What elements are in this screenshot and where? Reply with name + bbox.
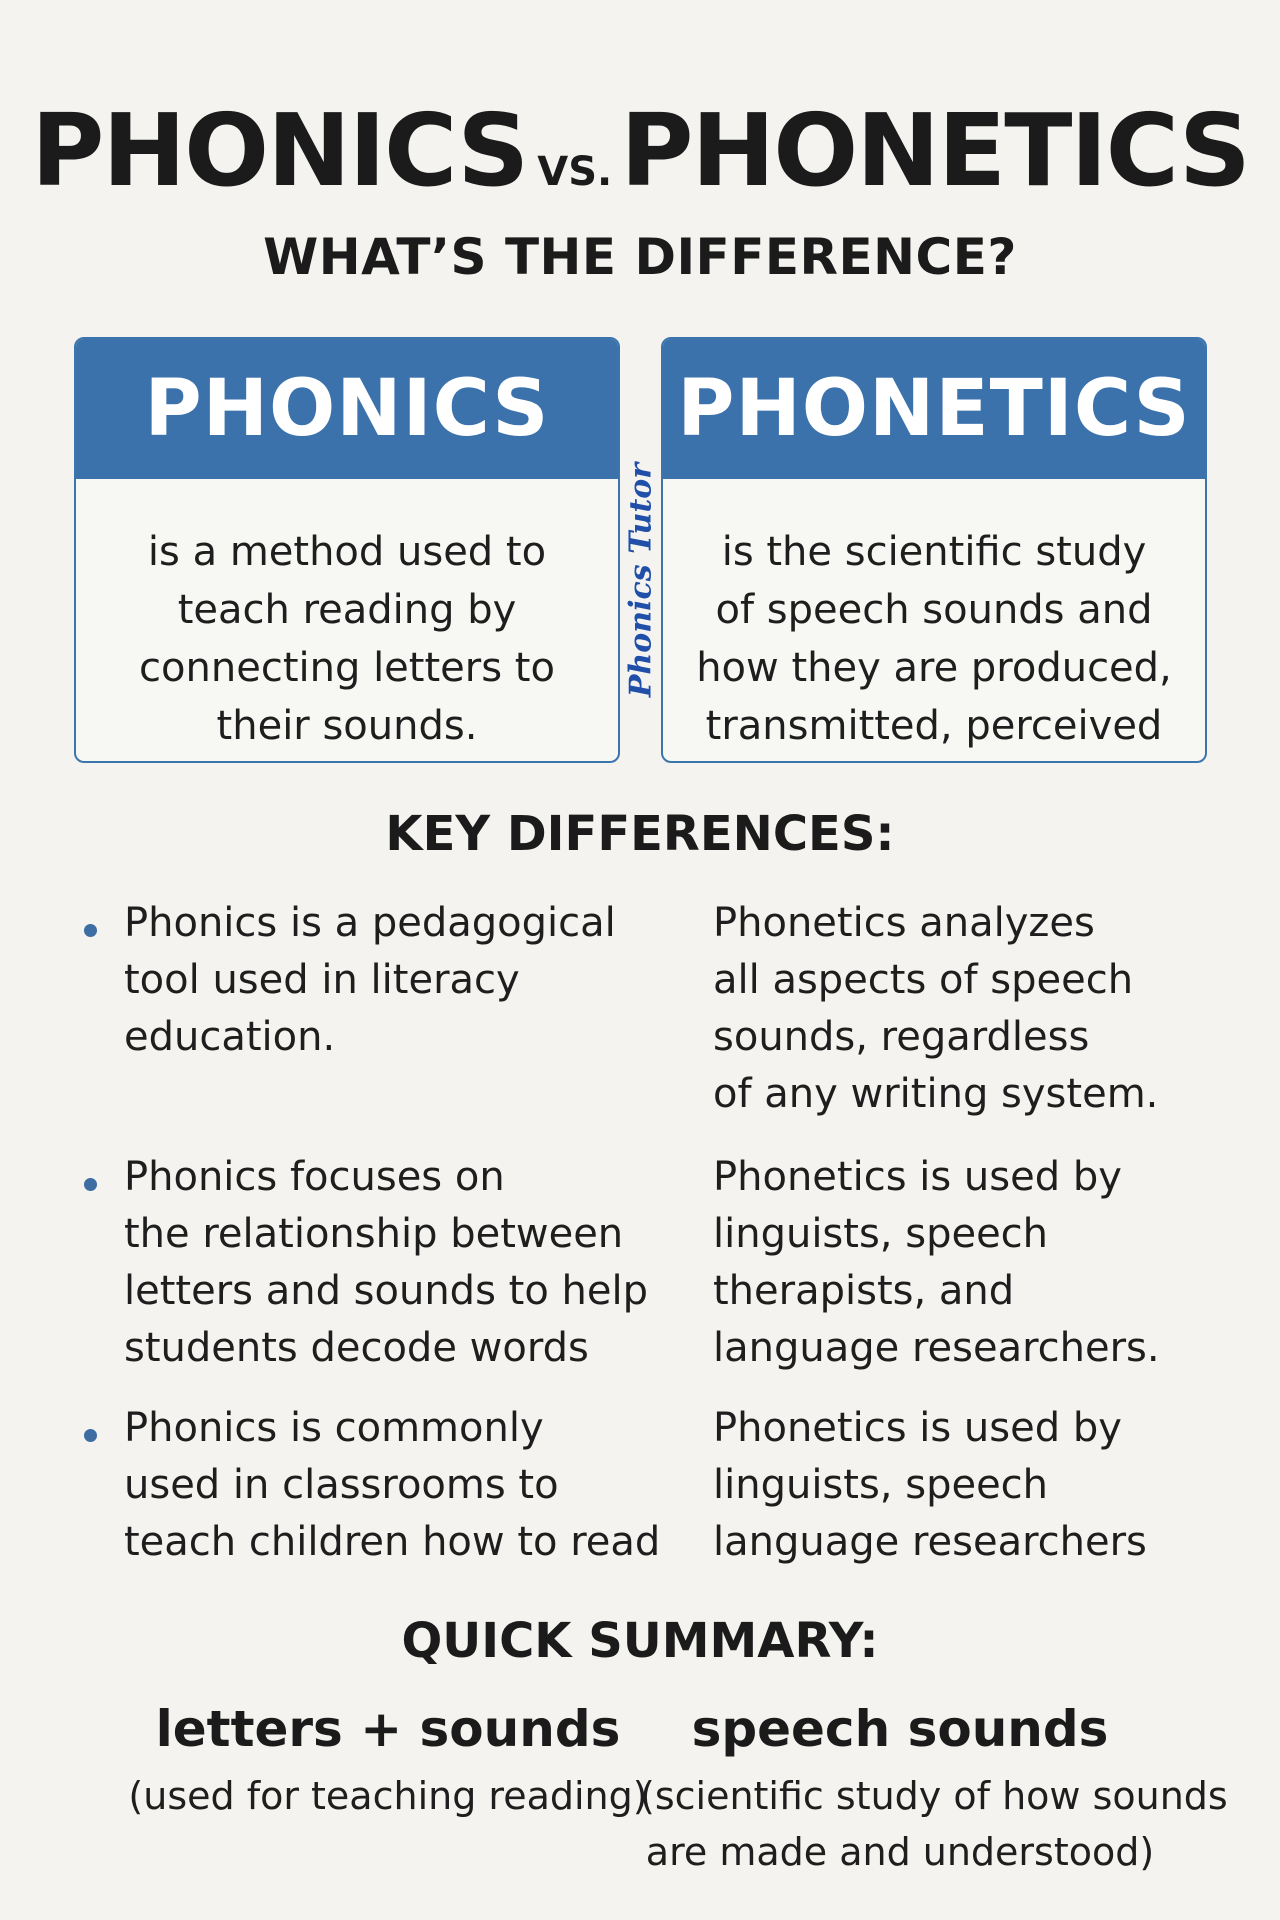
phonics-summary-desc [128, 1768, 648, 1824]
title-vs: VS. [537, 149, 613, 195]
point-line: used in classrooms to [124, 1462, 559, 1508]
phonics-card [74, 337, 620, 763]
watermark-logo: Phonics Tutor [623, 462, 659, 698]
phonetics-card-heading: PHONETICS [663, 339, 1205, 479]
title-phonetics: PHONETICS [620, 92, 1249, 209]
summary-line: (used for teaching reading) [128, 1774, 648, 1818]
point-line: therapists, and [713, 1268, 1015, 1314]
point-line: Phonetics is used by [713, 1405, 1122, 1451]
point-line: Phonics focuses on [124, 1154, 505, 1200]
phonics-card-heading: PHONICS [76, 339, 618, 479]
title-phonics: PHONICS [31, 92, 528, 209]
phonics-point [124, 1149, 684, 1377]
phonetics-point [713, 1400, 1253, 1571]
phonetics-card [661, 337, 1207, 763]
point-line: Phonics is commonly [124, 1405, 544, 1451]
phonetics-point [713, 1149, 1253, 1377]
quick-summary-title: QUICK SUMMARY: [401, 1613, 879, 1669]
point-line: Phonetics is used by [713, 1154, 1122, 1200]
point-line: education. [124, 1014, 336, 1060]
definition-line: their sounds. [216, 703, 478, 749]
phonetics-summary-desc [640, 1768, 1228, 1880]
point-line: teach children how to read [124, 1519, 661, 1565]
summary-line: (scientific study of how sounds [640, 1774, 1228, 1818]
definition-line: transmitted, perceived [705, 703, 1163, 749]
point-line: Phonics is a pedagogical [124, 900, 616, 946]
point-line: letters and sounds to help [124, 1268, 648, 1314]
point-line: linguists, speech [713, 1462, 1049, 1508]
phonetics-summary-term: speech sounds [691, 1700, 1109, 1758]
phonics-point [124, 1400, 684, 1571]
phonetics-definition [663, 479, 1205, 755]
bullet-icon [84, 1178, 97, 1191]
point-line: language researchers. [713, 1325, 1160, 1371]
phonetics-point [713, 895, 1253, 1123]
definition-line: teach reading by [177, 587, 517, 633]
point-line: of any writing system. [713, 1071, 1159, 1117]
phonics-definition [76, 479, 618, 755]
key-differences-title: KEY DIFFERENCES: [385, 806, 895, 862]
definition-line: how they are produced, [696, 645, 1172, 691]
point-line: sounds, regardless [713, 1014, 1090, 1060]
phonics-point [124, 895, 684, 1066]
phonics-summary-term: letters + sounds [155, 1700, 621, 1758]
definition-line: is the scientific study [721, 529, 1147, 575]
bullet-icon [84, 1429, 97, 1442]
point-line: students decode words [124, 1325, 589, 1371]
definition-line: of speech sounds and [715, 587, 1153, 633]
summary-line: are made and understood) [645, 1830, 1155, 1874]
page-title [0, 92, 1280, 209]
point-line: Phonetics analyzes [713, 900, 1095, 946]
bullet-icon [84, 924, 97, 937]
point-line: language researchers [713, 1519, 1147, 1565]
definition-line: is a method used to [147, 529, 547, 575]
point-line: the relationship between [124, 1211, 624, 1257]
point-line: tool used in literacy [124, 957, 520, 1003]
page-subtitle: WHAT’S THE DIFFERENCE? [263, 228, 1017, 286]
point-line: linguists, speech [713, 1211, 1049, 1257]
definition-line: connecting letters to [139, 645, 555, 691]
point-line: all aspects of speech [713, 957, 1134, 1003]
